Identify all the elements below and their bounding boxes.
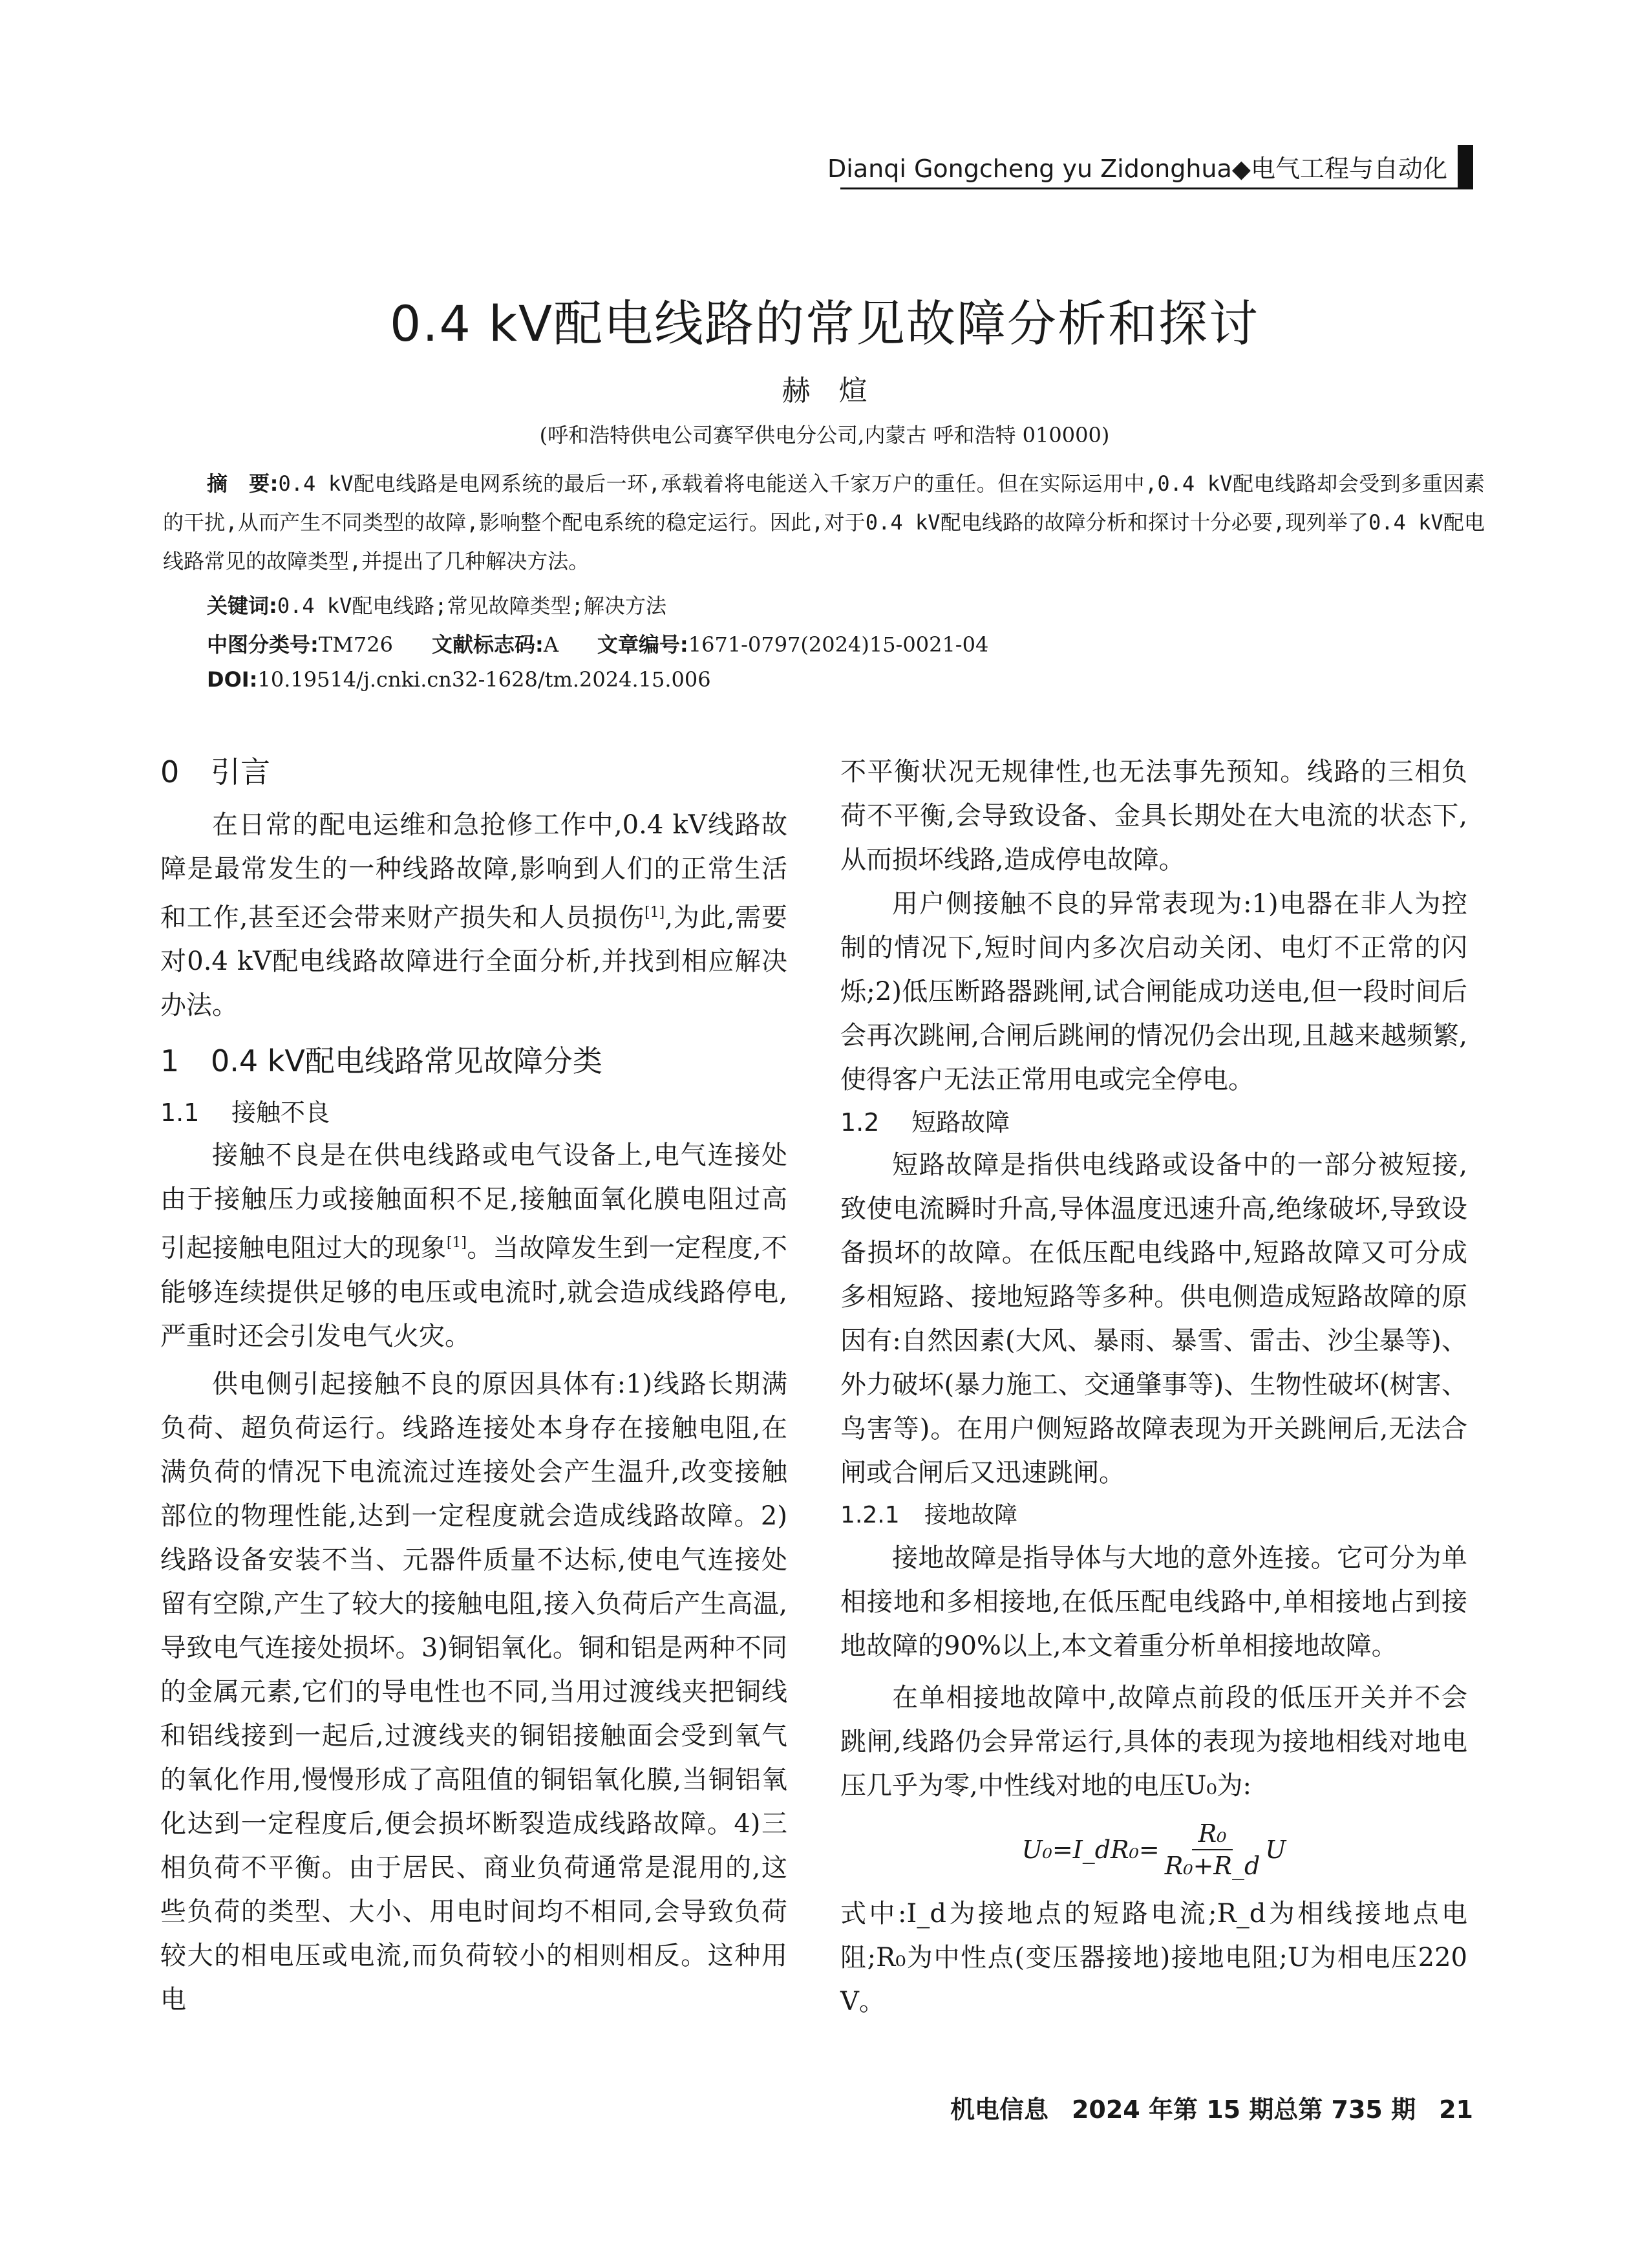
section-1-heading: [160, 1038, 787, 1084]
article-no-label: 文章编号:: [597, 632, 688, 657]
doi-line: [207, 667, 711, 692]
section-1-1-text-end: 。当故障发生到一定程度,不能够连续提供足够的电压或电流时,就会造成线路停电,严重时还会引发电气火灾。: [160, 1233, 788, 1351]
article-title: 0.4 kV配电线路的常见故障分析和探讨: [389, 295, 1260, 352]
section-1-number: 1: [160, 1043, 180, 1079]
header-rule: [840, 187, 1473, 189]
equation-explanation: 式中:I_d为接地点的短路电流;R_d为相线接地点电阻;R₀为中性点(变压器接地)接地电阻;U为相电压220 V。: [840, 1899, 1467, 2017]
running-header: [827, 144, 1473, 189]
clc-value: TM726: [318, 632, 393, 657]
section-0-heading: [160, 749, 787, 795]
doi-value: 10.19514/j.cnki.cn32-1628/tm.2024.15.006: [257, 667, 711, 692]
section-0-paragraph: [160, 803, 787, 1027]
footer-journal: 机电信息: [950, 2095, 1048, 2124]
equation-numerator: R₀: [1192, 1818, 1233, 1850]
abstract-label: 摘 要:: [207, 471, 279, 496]
equation-lhs: U₀=I_dR₀=: [1021, 1835, 1160, 1864]
section-1-2-1-number: 1.2.1: [840, 1502, 900, 1528]
user-side-paragraph: 用户侧接触不良的异常表现为:1)电器在非人为控制的情况下,短时间内多次启动关闭、电灯不正常的闪烁;2)低压断路器跳闸,试合闸能成功送电,但一段时间后会再次跳闸,合闸后跳闸的情况仍会出现,且越来越频繁,使得客户无法正常用电或完全停电。: [840, 889, 1467, 1095]
doi-label: DOI:: [207, 667, 258, 692]
section-1-2-heading: [840, 1102, 1467, 1143]
page-footer: [950, 2090, 1473, 2125]
section-1-2-1-heading: [840, 1495, 1467, 1536]
doc-code-label: 文献标志码:: [432, 632, 544, 657]
left-column: [160, 744, 787, 2022]
section-0-text-end: ,为此,需要对0.4 kV配电线路故障进行全面分析,并找到相应解决办法。: [160, 903, 788, 1021]
keywords-text: 0.4 kV配电线路;常见故障类型;解决方法: [277, 594, 666, 618]
running-header-text: Dianqi Gongcheng yu Zidonghua◆电气工程与自动化: [827, 154, 1447, 183]
affiliation: (呼和浩特供电公司赛罕供电分公司,内蒙古 呼和浩特 010000): [539, 423, 1110, 447]
section-1-1-text: 接触不良是在供电线路或电气设备上,电气连接处由于接触压力或接触面积不足,接触面氧化膜电阻过高引起接触电阻过大的现象: [160, 1140, 787, 1263]
section-1-2-1-paragraph-2: 在单相接地故障中,故障点前段的低压开关并不会跳闸,线路仍会异常运行,具体的表现为接地相线对地电压几乎为零,中性线对地的电压U₀为:: [840, 1683, 1467, 1801]
classification-line: [207, 628, 988, 658]
keywords-label: 关键词:: [207, 594, 277, 618]
running-header-bar: [1458, 145, 1473, 187]
section-0-text: 在日常的配电运维和急抢修工作中,0.4 kV线路故障是最常发生的一种线路故障,影响到人们的正常生活和工作,甚至还会带来财产损失和人员损伤: [160, 810, 787, 933]
section-1-2-number: 1.2: [840, 1108, 880, 1137]
section-1-2-paragraph: 短路故障是指供电线路或设备中的一部分被短接,致使电流瞬时升高,导体温度迅速升高,绝缘破坏,导致设备损坏的故障。在低压配电线路中,短路故障又可分成多相短路、接地短路等多种。供电侧造成短路故障的原因有:自然因素(大风、暴雨、暴雪、雷击、沙尘暴等)、外力破坏(暴力施工、交通肇事等)、生物性破坏(树害、鸟害等)。在用户侧短路故障表现为开关跳闸后,无法合闸或合闸后又迅速跳闸。: [840, 1150, 1467, 1488]
equation-denominator: R₀+R_d: [1164, 1852, 1261, 1880]
footer-issue: 2024 年第 15 期总第 735 期: [1071, 2095, 1416, 2124]
section-1-1-title: 接触不良: [231, 1098, 330, 1128]
right-column: [840, 750, 1467, 2024]
clc-label: 中图分类号:: [207, 632, 319, 657]
section-1-2-1-title: 接地故障: [924, 1502, 1018, 1528]
equation: [840, 1808, 1467, 1892]
section-1-2-1-paragraph-1: 接地故障是指导体与大地的意外连接。它可分为单相接地和多相接地,在低压配电线路中,单相接地占到接地故障的90%以上,本文着重分析单相接地故障。: [840, 1543, 1467, 1661]
doc-code-value: A: [543, 632, 559, 657]
page-number: 21: [1439, 2095, 1473, 2124]
section-0-number: 0: [160, 754, 180, 789]
abstract: [163, 464, 1485, 581]
article-no-value: 1671-0797(2024)15-0021-04: [688, 632, 989, 657]
equation-fraction: [1165, 1818, 1261, 1881]
keywords: [207, 590, 666, 619]
citation-ref: [1]: [446, 1235, 467, 1252]
section-1-1-heading: [160, 1092, 787, 1133]
citation-ref: [1]: [644, 904, 665, 921]
section-0-title: 引言: [211, 754, 270, 789]
abstract-text: 0.4 kV配电线路是电网系统的最后一环,承载着将电能送入千家万户的重任。但在实际运用中,0.4 kV配电线路却会受到多重因素的干扰,从而产生不同类型的故障,影响整个配电系统的稳定运行。因此,对于0.4 kV配电线路的故障分析和探讨十分必要,现列举了0.4 kV配电线路常见的故障类型,并提出了几种解决方法。: [163, 471, 1485, 573]
section-1-2-title: 短路故障: [911, 1108, 1010, 1137]
section-1-1-paragraph-2: 供电侧引起接触不良的原因具体有:1)线路长期满负荷、超负荷运行。线路连接处本身存在接触电阻,在满负荷的情况下电流流过连接处会产生温升,改变接触部位的物理性能,达到一定程度就会造成线路故障。2)线路设备安装不当、元器件质量不达标,使电气连接处留有空隙,产生了较大的接触电阻,接入负荷后产生高温,导致电气连接处损坏。3)铜铝氧化。铜和铝是两种不同的金属元素,它们的导电性也不同,当用过渡线夹把铜线和铝线接到一起后,过渡线夹的铜铝接触面会受到氧气的氧化作用,慢慢形成了高阻值的铜铝氧化膜,当铜铝氧化达到一定程度后,便会损坏断裂造成线路故障。4)三相负荷不平衡。由于居民、商业负荷通常是混用的,这些负荷的类型、大小、用电时间均不相同,会导致负荷较大的相电压或电流,而负荷较小的相则相反。这种用电: [160, 1369, 787, 2015]
author: 赫 煊: [782, 374, 867, 407]
continued-paragraph: 不平衡状况无规律性,也无法事先预知。线路的三相负荷不平衡,会导致设备、金具长期处在大电流的状态下,从而损坏线路,造成停电故障。: [840, 757, 1467, 875]
equation-rhs: U: [1265, 1835, 1286, 1864]
section-1-title: 0.4 kV配电线路常见故障分类: [211, 1043, 602, 1079]
section-1-1-number: 1.1: [160, 1098, 200, 1128]
section-1-1-paragraph-1: [160, 1133, 787, 1358]
